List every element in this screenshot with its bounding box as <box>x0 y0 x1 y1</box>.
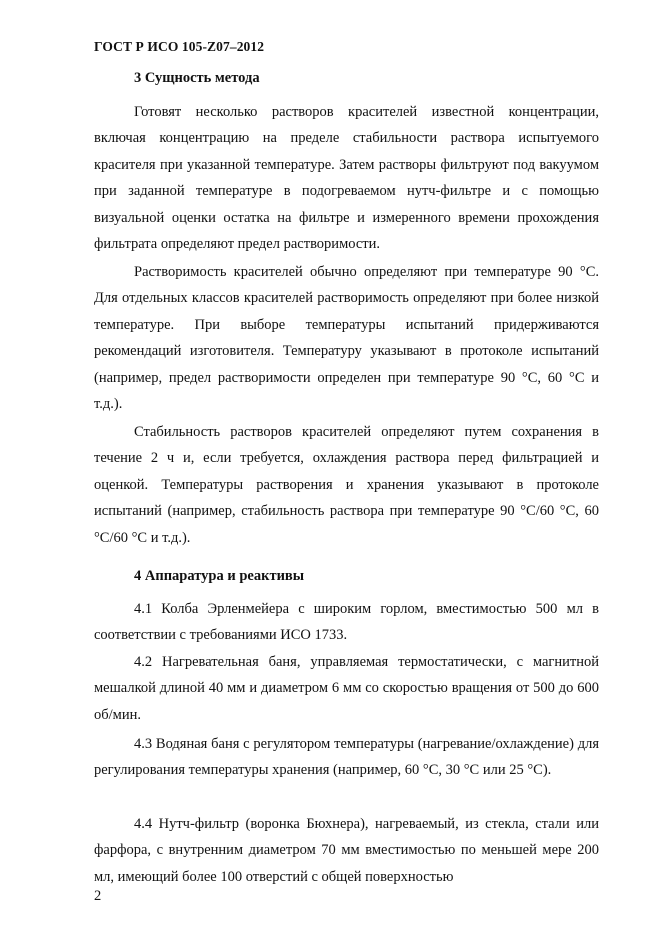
page-number: 2 <box>94 888 102 904</box>
section-3-heading: 3 Сущность метода <box>134 70 260 86</box>
section-3-paragraph-1: Готовят несколько растворов красителей известной концентрации, включая концентрацию на пределе стабильности раствора испытуемого красителя при указанной температуре. Затем растворы фильтруют под вакуумом при заданной температуре в подогреваемом нутч-фильтре и с помощью визуальной оценки остатка на фильтре и измеренного времени прохождения фильтрата определяют предел растворимости. <box>94 104 599 253</box>
item-4-4: 4.4 Нутч-фильтр (воронка Бюхнера), нагреваемый, из стекла, стали или фарфора, с внутренним диаметром 70 мм вместимостью по меньшей мере 200 мл, имеющий более 100 отверстий с общей поверхностью <box>94 816 599 885</box>
item-4-3: 4.3 Водяная баня с регулятором температуры (нагревание/охлаждение) для регулирования температуры хранения (например, 60 °С, 30 °С или 25 °С). <box>94 736 599 779</box>
section-3-paragraph-2: Растворимость красителей обычно определяют при температуре 90 °С. Для отдельных классов красителей растворимость определяют при более низкой температуре. При выборе температуры испытаний придерживаются рекомендаций изготовителя. Температуру указывают в протоколе испытаний (например, предел растворимости определен при температуре 90 °С, 60 °С и т.д.). <box>94 264 599 413</box>
standard-header: ГОСТ Р ИСО 105-Z07–2012 <box>94 39 265 54</box>
item-4-2: 4.2 Нагревательная баня, управляемая термостатически, с магнитной мешалкой длиной 40 мм и диаметром 6 мм со скоростью вращения от 500 до 600 об/мин. <box>94 654 599 723</box>
item-4-1: 4.1 Колба Эрленмейера с широким горлом, вместимостью 500 мл в соответствии с требованиями ИСО 1733. <box>94 601 599 644</box>
section-3-paragraph-3: Стабильность растворов красителей определяют путем сохранения в течение 2 ч и, если требуется, охлаждения раствора перед фильтрацией и оценкой. Температуры растворения и хранения указывают в протоколе испытаний (например, стабильность раствора при температуре 90 °С/60 °С, 60 °С/60 °С и т.д.). <box>94 424 599 546</box>
section-4-heading: 4 Аппаратура и реактивы <box>134 568 305 584</box>
